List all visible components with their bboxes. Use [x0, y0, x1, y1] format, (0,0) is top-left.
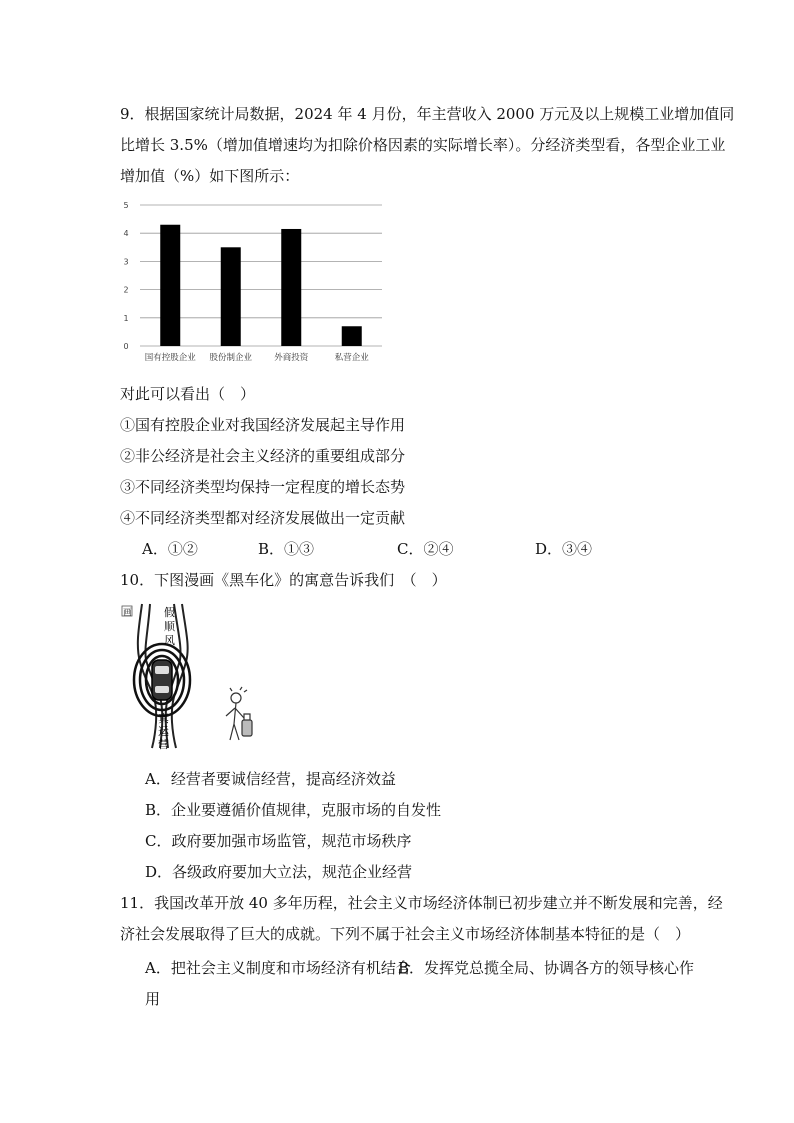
bar-2 — [221, 247, 241, 346]
bar-4 — [342, 326, 362, 346]
traveler-figure — [226, 687, 252, 740]
q9-stem-line-3: 增加值（%）如下图所示： — [120, 167, 300, 185]
q11-option-a[interactable]: A．把社会主义制度和市场经济有机结合 — [145, 959, 411, 977]
q9-option-a[interactable]: A．①② — [142, 540, 198, 558]
y-tick-label: 1 — [123, 313, 129, 323]
cartoon-bottom-text-1: 真 — [158, 712, 169, 725]
x-tick-label: 私营企业 — [334, 353, 369, 363]
cartoon-corner-text: 画 — [123, 608, 133, 618]
q10-stem: 10．下图漫画《黑车化》的寓意告诉我们 （ ） — [120, 571, 447, 589]
bar-chart — [118, 196, 388, 368]
q11-stem-line-2: 济社会发展取得了巨大的成就。下列不属于社会主义市场经济体制基本特征的是（ ） — [120, 925, 691, 943]
q9-option-b[interactable]: B．①③ — [258, 540, 315, 558]
bar-1 — [160, 225, 180, 346]
x-tick-label: 外商投资 — [274, 353, 309, 363]
cartoon-top-text-3: 风 — [164, 634, 175, 647]
chart-y-tick-labels — [123, 201, 128, 351]
y-tick-label: 4 — [123, 229, 129, 239]
y-tick-label: 5 — [123, 201, 129, 210]
chart-bars — [160, 225, 362, 346]
q9-option-c[interactable]: C．②④ — [397, 540, 454, 558]
q9-item-2: ②非公经济是社会主义经济的重要组成部分 — [120, 447, 406, 465]
q10-option-c[interactable]: C．政府要加强市场监管，规范市场秩序 — [145, 832, 412, 850]
cartoon-top-text-1: 假 — [164, 606, 175, 619]
y-tick-label: 3 — [123, 257, 129, 267]
cartoon-bottom-text-3: 营 — [158, 738, 169, 750]
q9-item-4: ④不同经济类型都对经济发展做出一定贡献 — [120, 509, 406, 527]
y-tick-label: 2 — [123, 285, 129, 295]
q9-item-3: ③不同经济类型均保持一定程度的增长态势 — [120, 478, 406, 496]
q9-item-1: ①国有控股企业对我国经济发展起主导作用 — [120, 416, 406, 434]
bar-3 — [281, 229, 301, 346]
y-tick-label: 0 — [123, 342, 129, 351]
cartoon-top-text-2: 顺 — [164, 620, 175, 633]
x-tick-label: 国有控股企业 — [144, 353, 196, 363]
q11-option-b[interactable]: B．发挥党总揽全局、协调各方的领导核心作 — [398, 959, 695, 977]
q10-option-b[interactable]: B．企业要遵循价值规律，克服市场的自发性 — [145, 801, 442, 819]
q11-stem-line-1: 11．我国改革开放 40 多年历程，社会主义市场经济体制已初步建立并不断发展和完善，经 — [120, 894, 723, 912]
q10-option-d[interactable]: D．各级政府要加大立法，规范企业经营 — [145, 863, 413, 881]
q10-option-a[interactable]: A．经营者要诚信经营，提高经济效益 — [145, 770, 396, 788]
q9-stem-line-2: 比增长 3.5%（增加值增速均为扣除价格因素的实际增长率）。分经济类型看，各型企业工业 — [120, 136, 726, 154]
x-tick-label: 股份制企业 — [209, 353, 253, 363]
cartoon-bottom-text-2: 运 — [158, 725, 169, 738]
q9-stem-line-1: 9．根据国家统计局数据，2024 年 4 月份，年主营收入 2000 万元及以上规模工业增加值同 — [120, 105, 735, 123]
cartoon-image — [120, 602, 270, 750]
chart-x-tick-labels — [145, 352, 370, 363]
q9-prompt: 对此可以看出（ ） — [120, 385, 256, 403]
q9-option-d[interactable]: D．③④ — [535, 540, 593, 558]
q11-option-b-continued: 用 — [145, 990, 161, 1008]
